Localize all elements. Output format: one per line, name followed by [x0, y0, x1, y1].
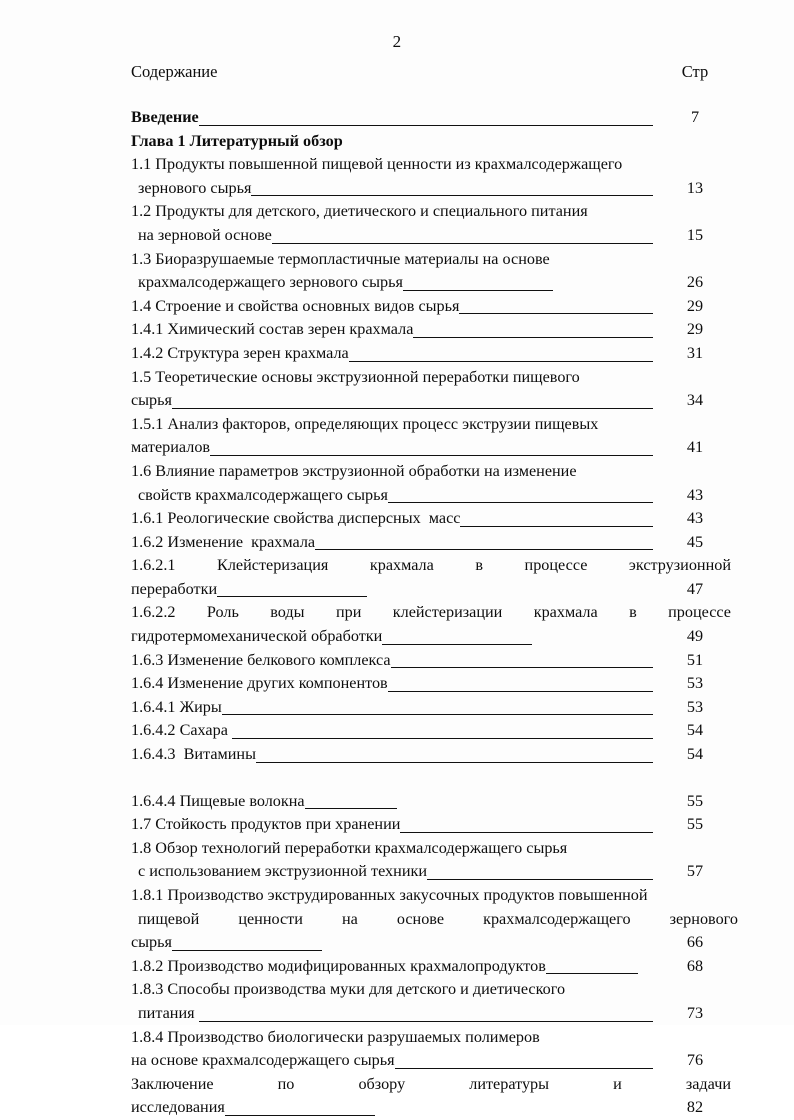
leader-rule: [272, 243, 653, 244]
leader-rule: [427, 879, 653, 880]
toc-entry-1-8-1[interactable]: [131, 884, 738, 955]
entry-label: 1.6.4 Изменение других компонентов: [131, 674, 388, 693]
entry-label: 1.6.4.2 Сахара: [131, 721, 232, 740]
entry-label: 1.8.2 Производство модифицированных крахмалопродуктов: [131, 956, 546, 975]
entry-label-cont: зернового сырья: [138, 178, 252, 197]
entry-page-number: 7: [690, 108, 700, 126]
toc-header-row: [131, 62, 731, 82]
toc-entry-1-6[interactable]: [131, 460, 731, 507]
entry-label: 1.6.1 Реологические свойства дисперсных масс: [131, 509, 461, 528]
entry-label: 1.6 Влияние параметров экструзионной обработки на изменение: [131, 461, 577, 480]
leader-rule: [388, 691, 653, 692]
toc-entry-1-4-2[interactable]: [131, 342, 731, 366]
entry-label-cont: исследования: [131, 1098, 225, 1117]
toc-title: Содержание: [131, 62, 218, 81]
entry-page-number: 68: [686, 956, 704, 975]
entry-page-number: 53: [686, 697, 704, 716]
entry-page-number: 55: [686, 791, 704, 810]
entry-label: 1.8 Обзор технологий переработки крахмалсодержащего сырья: [131, 838, 568, 857]
leader-rule: [546, 973, 638, 974]
entry-label: Глава 1 Литературный обзор: [131, 131, 343, 150]
entry-page-number: 29: [686, 320, 704, 339]
entry-label: 1.6.3 Изменение белкового комплекса: [131, 650, 391, 669]
entry-label: 1.4 Строение и свойства основных видов сырья: [131, 296, 460, 315]
leader-rule: [232, 738, 653, 739]
entry-label-cont: сырья: [131, 391, 172, 410]
entry-page-number: 47: [686, 579, 704, 598]
toc-entry-1-1[interactable]: [131, 153, 731, 200]
toc-entry-1-6-4[interactable]: [131, 672, 731, 696]
toc-entry-1-6-4-2[interactable]: [131, 719, 731, 743]
leader-rule: [413, 337, 653, 338]
entry-label-cont2: сырья: [131, 933, 172, 952]
leader-rule: [199, 125, 653, 126]
entry-page-number: 51: [686, 650, 704, 669]
entry-label: 1.5 Теоретические основы экструзионной переработки пищевого: [131, 367, 580, 386]
entry-page-number: 41: [686, 438, 704, 457]
toc-entry-1-8-4[interactable]: [131, 1026, 731, 1073]
toc-entry-1-4-1[interactable]: [131, 318, 731, 342]
leader-rule: [210, 455, 653, 456]
toc-content: [131, 62, 738, 1120]
entry-page-number: 34: [686, 391, 704, 410]
toc-entry-zaklyuchenie[interactable]: [131, 1073, 731, 1120]
entry-page-number: 54: [686, 721, 704, 740]
leader-rule: [460, 526, 653, 527]
page-folio-number: 2: [392, 32, 402, 51]
leader-rule: [199, 1021, 653, 1022]
entry-label-cont: на основе крахмалсодержащего сырья: [131, 1051, 395, 1070]
entry-label: 1.8.3 Способы производства муки для детского и диетического: [131, 980, 566, 999]
toc-entry-1-6-1[interactable]: [131, 507, 731, 531]
toc-entry-1-5-1[interactable]: [131, 413, 731, 460]
toc-entry-1-6-2[interactable]: [131, 531, 731, 555]
entry-label: 1.6.4.4 Пищевые волокна: [131, 791, 305, 810]
entry-label: 1.8.4 Производство биологически разрушаемых полимеров: [131, 1027, 540, 1046]
leader-rule: [222, 714, 653, 715]
entry-label: 1.4.2 Структура зерен крахмала: [131, 343, 349, 362]
entry-label: 1.6.2.1 Клейстеризация крахмала в процессе экструзионной: [131, 556, 731, 575]
entry-label-cont: свойств крахмалсодержащего сырья: [138, 485, 388, 504]
toc-entry-1-6-2-1[interactable]: [131, 554, 731, 601]
leader-rule: [172, 950, 322, 951]
entry-label: 1.5.1 Анализ факторов, определяющих процесс экструзии пищевых: [131, 414, 599, 433]
leader-rule: [251, 195, 653, 196]
toc-entry-1-8-3[interactable]: [131, 978, 731, 1025]
entry-label-cont: материалов: [131, 438, 211, 457]
entry-label-cont: с использованием экструзионной техники: [138, 862, 428, 881]
leader-rule: [459, 313, 653, 314]
entry-label-cont: крахмалсодержащего зернового сырья: [138, 273, 403, 292]
toc-entry-1-6-2-2[interactable]: [131, 601, 731, 648]
entry-label: Введение: [131, 108, 199, 126]
toc-entry-1-5[interactable]: [131, 366, 731, 413]
entry-label: 1.3 Биоразрушаемые термопластичные материалы на основе: [131, 249, 550, 268]
leader-rule: [349, 361, 653, 362]
entry-label: 1.8.1 Производство экструдированных закусочных продуктов повышенной: [131, 886, 648, 904]
entry-label-cont: пищевой ценности на основе крахмалсодержащего зернового: [138, 909, 738, 928]
entry-page-number: 66: [686, 933, 704, 952]
leader-rule: [305, 808, 397, 809]
toc-entry-1-2[interactable]: [131, 200, 731, 247]
toc-entry-1-6-3[interactable]: [131, 649, 731, 673]
entry-page-number: 73: [686, 1003, 704, 1022]
entry-label-cont: гидротермомеханической обработки: [131, 627, 383, 646]
entry-label: 1.4.1 Химический состав зерен крахмала: [131, 320, 414, 339]
leader-rule: [217, 596, 367, 597]
toc-entry-1-6-4-3[interactable]: [131, 743, 731, 767]
leader-rule: [315, 549, 653, 550]
leader-rule: [388, 502, 653, 503]
leader-rule: [382, 644, 532, 645]
page-column-label: Стр: [681, 62, 709, 81]
entry-page-number: 43: [686, 485, 704, 504]
entry-label-cont: питания: [138, 1003, 199, 1022]
leader-rule: [400, 832, 653, 833]
entry-label: 1.2 Продукты для детского, диетического и специального питания: [131, 202, 588, 221]
entry-page-number: 29: [686, 296, 704, 315]
entry-page-number: 15: [686, 225, 704, 244]
leader-rule: [395, 1068, 653, 1069]
leader-rule: [403, 290, 553, 291]
entry-label: 1.6.4.1 Жиры: [131, 697, 222, 716]
entry-label: 1.6.2 Изменение крахмала: [131, 532, 316, 551]
entry-page-number: 57: [686, 862, 704, 881]
toc-entry-1-7[interactable]: [131, 813, 731, 837]
entry-label: Заключение по обзору литературы и задачи: [131, 1074, 731, 1093]
leader-rule: [225, 1115, 375, 1116]
toc-entry-1-4[interactable]: [131, 295, 731, 319]
entry-page-number: 31: [686, 343, 704, 362]
leader-rule: [256, 762, 653, 763]
entry-page-number: 54: [686, 745, 704, 764]
entry-label: 1.6.2.2 Роль воды при клейстеризации крахмала в процессе: [131, 603, 731, 622]
toc-entry-1-3[interactable]: [131, 248, 731, 295]
entry-label: 1.7 Стойкость продуктов при хранении: [131, 815, 401, 834]
toc-entry-1-6-4-4[interactable]: [131, 790, 731, 814]
toc-entry-1-8[interactable]: [131, 837, 731, 884]
leader-rule: [172, 408, 653, 409]
entry-page-number: 76: [686, 1051, 704, 1070]
leader-rule: [391, 667, 653, 668]
entry-page-number: 55: [686, 815, 704, 834]
toc-entry-1-8-2[interactable]: [131, 955, 731, 979]
entry-label-cont: переработки: [131, 579, 218, 598]
entry-page-number: 26: [686, 273, 704, 292]
entry-page-number: 43: [686, 509, 704, 528]
entry-page-number: 45: [686, 532, 704, 551]
entry-label: 1.6.4.3 Витамины: [131, 745, 256, 764]
entry-label-cont: на зерновой основе: [138, 225, 272, 244]
toc-entry-1-6-4-1[interactable]: [131, 696, 731, 720]
toc-entry-glava-1[interactable]: [131, 130, 731, 154]
entry-page-number: 13: [686, 178, 704, 197]
entry-page-number: 49: [686, 627, 704, 646]
toc-entry-vvedenie[interactable]: [131, 106, 731, 130]
entry-page-number: 82: [686, 1098, 704, 1117]
entry-label: 1.1 Продукты повышенной пищевой ценности из крахмалсодержащего: [131, 155, 623, 174]
entry-page-number: 53: [686, 674, 704, 693]
